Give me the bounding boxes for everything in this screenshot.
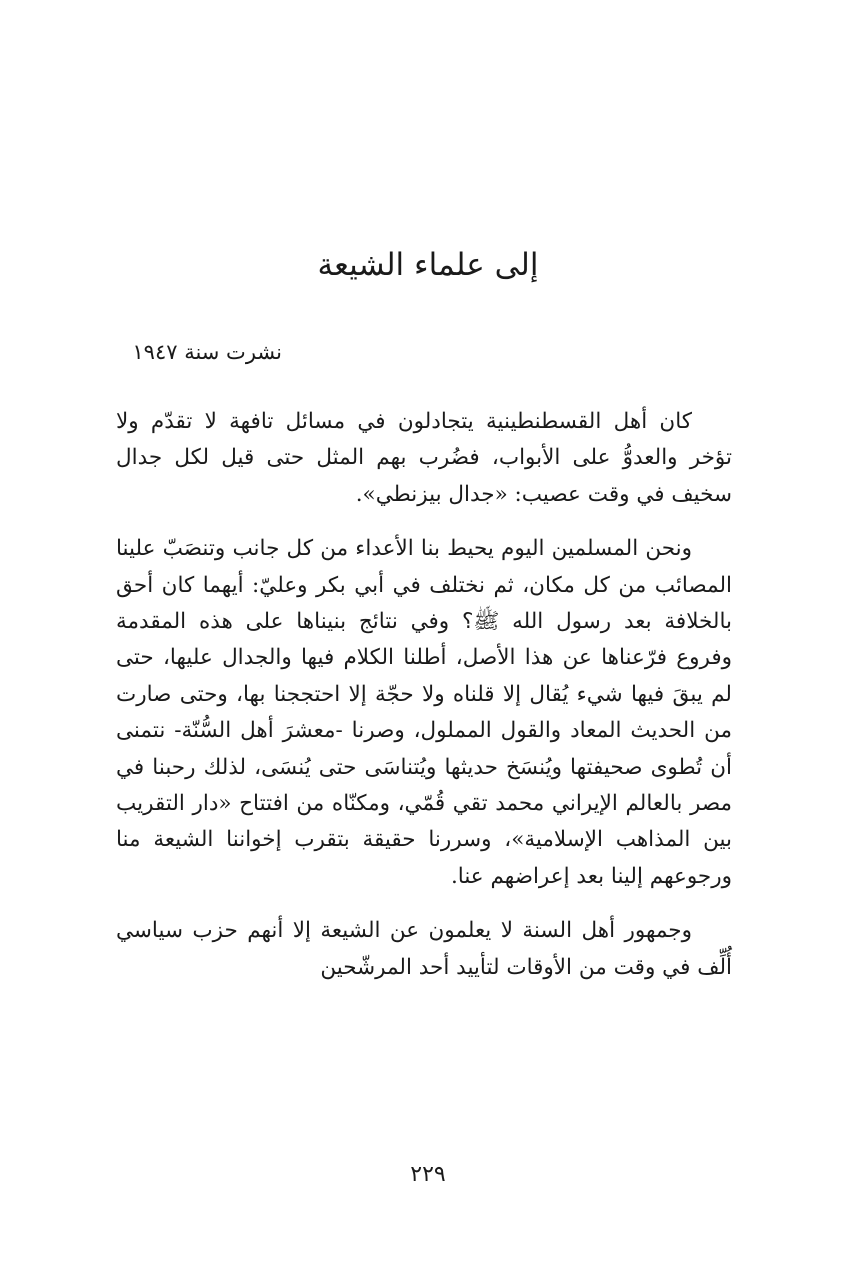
paragraph-3: وجمهور أهل السنة لا يعلمون عن الشيعة إلا أنهم حزب سياسي أُلِّف في وقت من الأوقات لتأييد أحد المرشّحين: [116, 918, 732, 980]
chapter-title: إلى علماء الشيعة: [317, 247, 539, 283]
paragraph-2: ونحن المسلمين اليوم يحيط بنا الأعداء من كل جانب وتنصَبّ علينا المصائب من كل مكان، ثم نختلف في أبي بكر وعليّ: أيهما كان أحق بالخلافة بعد رسول الله ﷺ؟ وفي نتائج بنيناها على هذه المقدمة وفروع فرّعناها عن هذا الأصل، أطلنا الكلام فيها والجدال عليها، حتى لم يبقَ فيها شيء يُقال إلا قلناه ولا حجّة إلا احتججنا بها، وحتى صارت من الحديث المعاد والقول المملول، وصرنا -معشرَ أهل السُّنّة- نتمنى أن تُطوى صحيفتها ويُنسَخ حديثها ويُتناسَى حتى يُنسَى، لذلك رحبنا في مصر بالعالم الإيراني محمد تقي قُمّي، ومكنّاه من افتتاح «دار التقريب بين المذاهب الإسلامية»، وسررنا حقيقة بتقرب إخواننا الشيعة منا ورجوعهم إلينا بعد إعراضهم عنا.: [116, 536, 732, 889]
paragraph-1: كان أهل القسطنطينية يتجادلون في مسائل تافهة لا تقدّم ولا تؤخر والعدوُّ على الأبواب، فضُرب بهم المثل حتى قيل لكل جدال سخيف في وقت عصيب: «جدال بيزنطي».: [116, 409, 732, 507]
page-number: ٢٢٩: [410, 1162, 446, 1187]
publication-note: نشرت سنة ١٩٤٧: [132, 340, 282, 364]
body-text: [116, 404, 732, 1004]
